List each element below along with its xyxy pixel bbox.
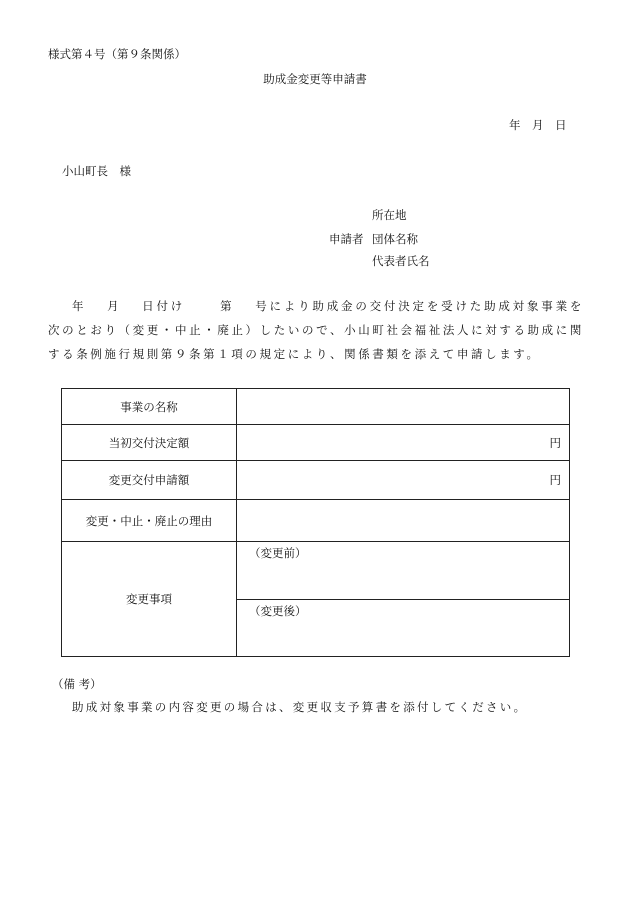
notes-heading: （備 考） (52, 677, 102, 691)
table-row-changes (62, 542, 570, 657)
reason-field[interactable] (237, 500, 570, 542)
application-body-text: 年 月 日付け 第 号により助成金の交付決定を受けた助成対象事業を次のとおり（変更・中止・廃止）したいので、小山町社会福祉法人に対する助成に関する条例施行規則第９条第１項の規定により、関係書類を添えて申請します。 (48, 299, 584, 361)
table-row-requested-amount (62, 461, 570, 500)
applicant-organization-label: 団体名称 (372, 232, 418, 246)
initial-amount-field[interactable] (237, 425, 570, 461)
initial-amount-label: 当初交付決定額 (62, 425, 237, 461)
table-row-reason (62, 500, 570, 542)
addressee: 小山町長 様 (62, 164, 131, 178)
application-table (61, 388, 570, 657)
change-before-label: （変更前） (249, 546, 307, 560)
yen-unit: 円 (549, 473, 561, 487)
table-row-project-name (62, 389, 570, 425)
table-row-initial-amount (62, 425, 570, 461)
applicant-representative-label: 代表者氏名 (372, 254, 430, 268)
applicant-label: 申請者 (329, 232, 364, 246)
form-number: 様式第４号（第９条関係） (48, 47, 186, 61)
project-name-label: 事業の名称 (62, 389, 237, 425)
change-after-field[interactable] (237, 599, 569, 657)
change-after-label: （変更後） (249, 603, 307, 618)
project-name-field[interactable] (237, 389, 570, 425)
yen-unit: 円 (549, 435, 561, 450)
notes-body: 助成対象事業の内容変更の場合は、変更収支予算書を添付してください。 (72, 700, 528, 714)
applicant-address-label: 所在地 (372, 208, 407, 222)
date-line: 年 月 日 (509, 118, 567, 132)
requested-amount-field[interactable] (237, 461, 570, 500)
change-before-field[interactable] (237, 542, 569, 599)
document-title: 助成金変更等申請書 (263, 72, 367, 86)
reason-label: 変更・中止・廃止の理由 (62, 500, 237, 542)
changes-label: 変更事項 (62, 542, 237, 657)
requested-amount-label: 変更交付申請額 (62, 461, 237, 500)
changes-field (237, 542, 570, 657)
